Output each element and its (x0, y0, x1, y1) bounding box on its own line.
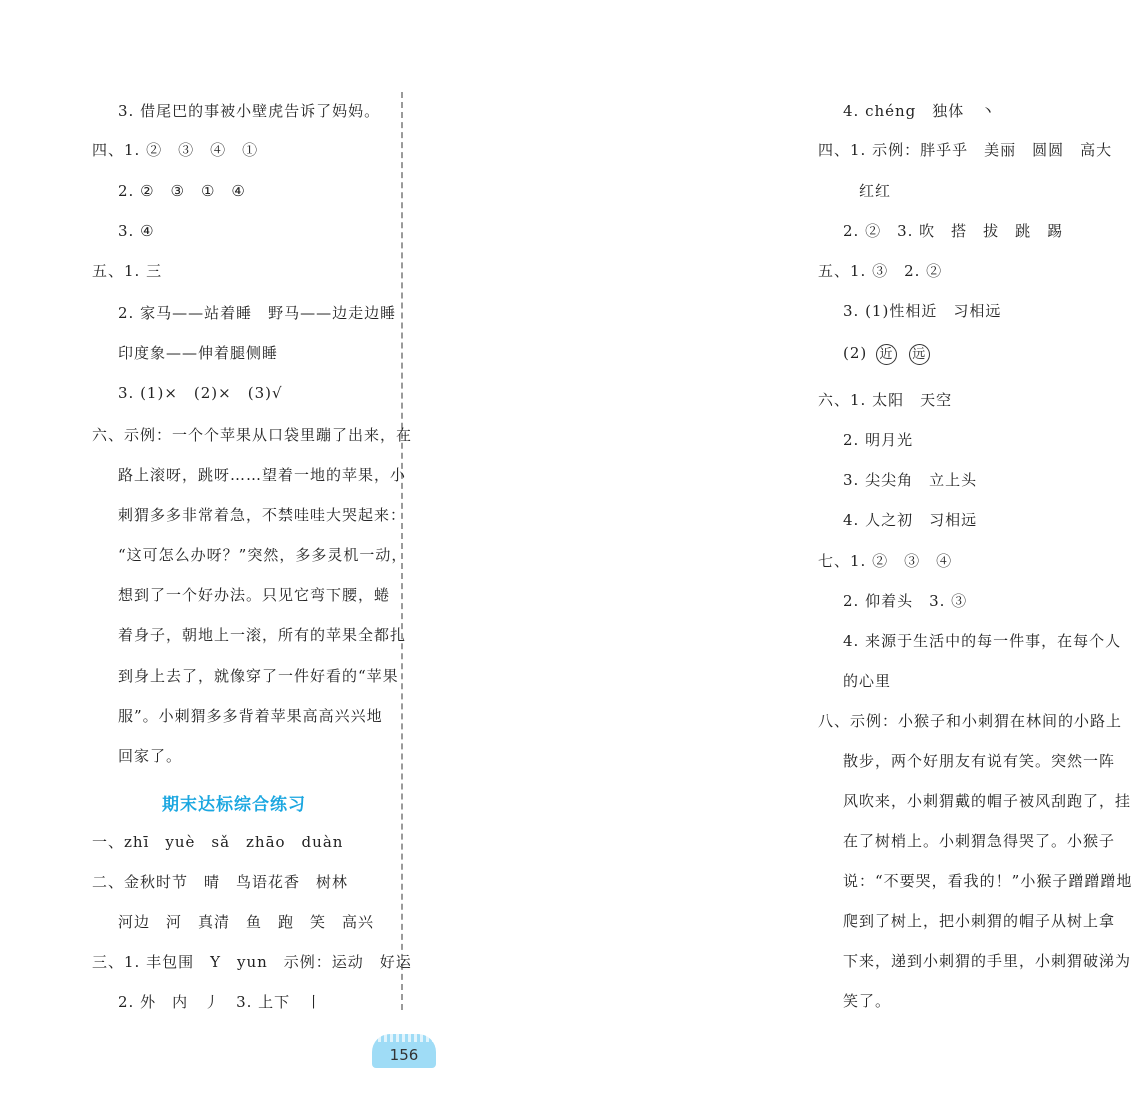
answer-line: 风吹来，小刺猬戴的帽子被风刮跑了，挂 (843, 792, 1132, 810)
answer-line: 四、1. ② ③ ④ ① (92, 141, 259, 159)
answer-line: 在了树梢上。小刺猬急得哭了。小猴子 (843, 832, 1116, 850)
answer-line: 2. 外 内 丿 3. 上下 丨 (118, 993, 323, 1011)
answer-line: 3. (1)性相近 习相远 (843, 302, 1002, 320)
page-number: 156 (389, 1046, 419, 1064)
answer-prefix: (2) (843, 344, 868, 362)
answer-line: 七、1. ② ③ ④ (818, 552, 953, 570)
answer-line: 印度象——伸着腿侧睡 (118, 344, 279, 362)
answer-line: 河边 河 真清 鱼 跑 笑 高兴 (118, 913, 375, 931)
answer-line (843, 343, 933, 365)
answer-line: 四、1. 示例：胖乎乎 美丽 圆圆 高大 (818, 141, 1113, 159)
answer-line: 八、示例：小猴子和小刺猬在林间的小路上 (818, 712, 1123, 730)
answer-line: 3. 借尾巴的事被小壁虎告诉了妈妈。 (118, 102, 381, 120)
answer-line: 着身子，朝地上一滚，所有的苹果全都扎 (118, 626, 407, 644)
circled-char: 远 (909, 344, 930, 365)
answer-line: 下来，递到小刺猬的手里，小刺猬破涕为 (843, 952, 1132, 970)
page-number-badge (372, 1034, 436, 1068)
answer-line: 六、1. 太阳 天空 (818, 391, 953, 409)
answer-line: 二、金秋时节 晴 鸟语花香 树林 (92, 873, 349, 891)
section-title: 期末达标综合练习 (162, 795, 306, 815)
answer-line: 想到了一个好办法。只见它弯下腰，蜷 (118, 586, 391, 604)
answer-line: 刺猬多多非常着急，不禁哇哇大哭起来： (118, 506, 407, 524)
answer-line: 五、1. ③ 2. ② (818, 262, 943, 280)
answer-line: 说：“不要哭，看我的！”小猴子蹭蹭蹭地 (843, 872, 1132, 890)
answer-line: 路上滚呀，跳呀……望着一地的苹果，小 (118, 466, 407, 484)
answer-line: 2. ② 3. 吹 搭 拔 跳 踢 (843, 222, 1064, 240)
answer-line: 六、示例：一个个苹果从口袋里蹦了出来，在 (92, 426, 413, 444)
answer-line: 服”。小刺猬多多背着苹果高高兴兴地 (118, 707, 383, 725)
answer-line: 一、zhī yuè sǎ zhāo duàn (92, 833, 344, 851)
answer-line: 三、1. 丰包围 Y yun 示例：运动 好运 (92, 953, 412, 971)
answer-line: 4. chéng 独体 丶 (843, 102, 997, 120)
answer-line: 4. 人之初 习相远 (843, 511, 978, 529)
answer-line: 到身上去了，就像穿了一件好看的“苹果 (118, 667, 399, 685)
answer-line: 笑了。 (843, 992, 892, 1010)
answer-line: 散步，两个好朋友有说有笑。突然一阵 (843, 752, 1116, 770)
answer-line: 爬到了树上，把小刺猬的帽子从树上拿 (843, 912, 1116, 930)
answer-line: 2. 明月光 (843, 431, 914, 449)
answer-line: 2. ② ③ ① ④ (118, 182, 246, 200)
answer-line: 2. 家马——站着睡 野马——边走边睡 (118, 304, 397, 322)
answer-line: “这可怎么办呀？”突然，多多灵机一动， (118, 546, 408, 564)
answer-line: 红红 (859, 182, 892, 200)
answer-line: 回家了。 (118, 747, 183, 765)
circled-char: 近 (876, 344, 897, 365)
answer-line: 2. 仰着头 3. ③ (843, 592, 968, 610)
answer-line: 3. 尖尖角 立上头 (843, 471, 978, 489)
answer-line: 的心里 (843, 672, 892, 690)
answer-line: 3. (1)× (2)× (3)√ (118, 384, 283, 402)
answer-line: 3. ④ (118, 222, 155, 240)
answer-line: 4. 来源于生活中的每一件事，在每个人 (843, 632, 1122, 650)
answer-line: 五、1. 三 (92, 262, 163, 280)
